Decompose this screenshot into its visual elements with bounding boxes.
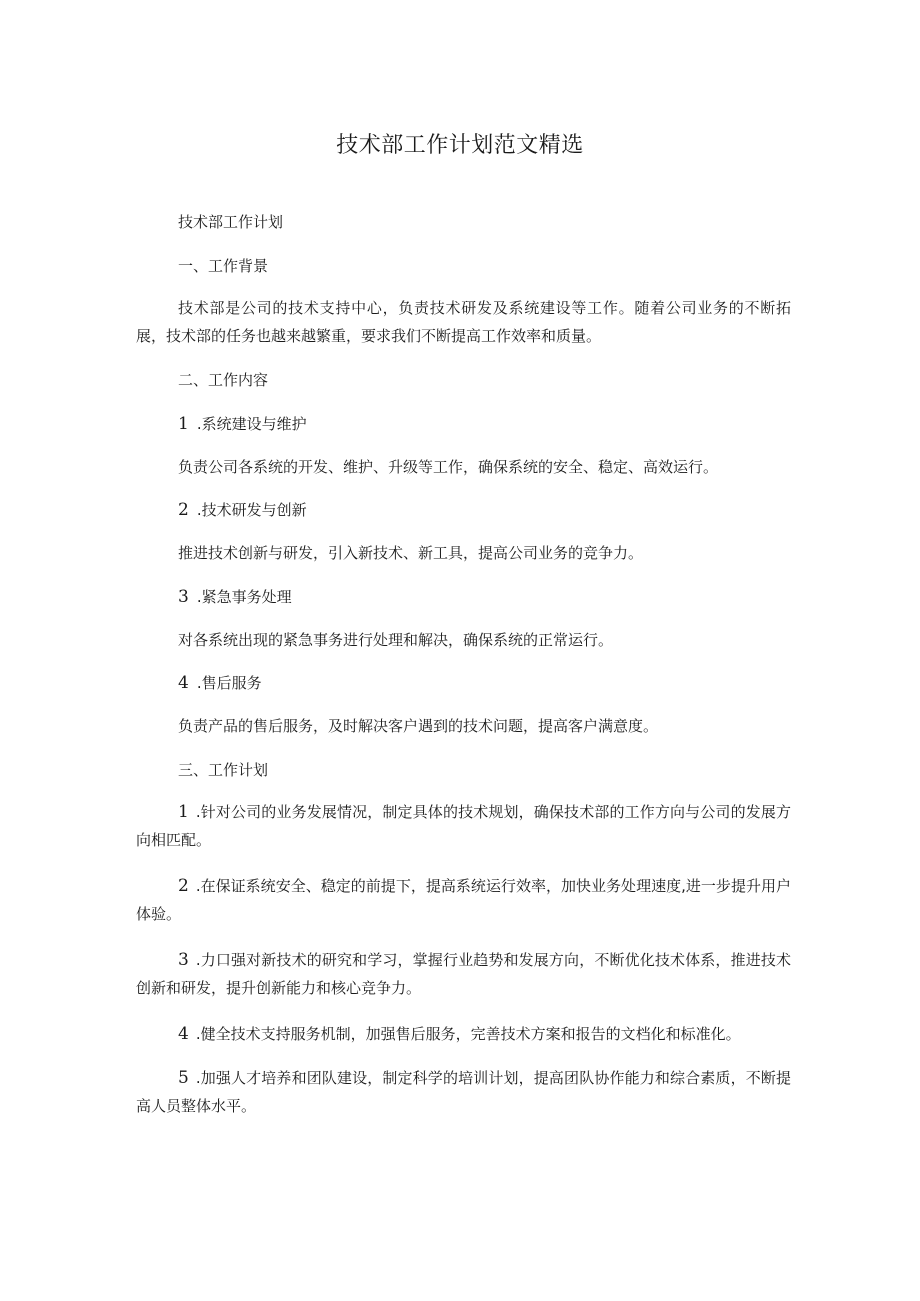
content-item-title <box>178 672 262 694</box>
content-item-number: 4 <box>178 673 189 693</box>
content-item-title-text: .紧急事务处理 <box>196 588 292 606</box>
plan-item-text: .加强人才培养和团队建设，制定科学的培训计划，提高团队协作能力和综合素质，不断提高人员整体水平。 <box>136 1069 791 1115</box>
section-heading-plan: 三、工作计划 <box>178 761 269 779</box>
content-item-number: 2 <box>178 500 189 520</box>
plan-item-number: 4 <box>178 1024 189 1044</box>
content-item-desc: 负责产品的售后服务，及时解决客户遇到的技术问题，提高客户满意度。 <box>178 717 659 735</box>
plan-item <box>136 946 791 1002</box>
plan-item <box>136 798 791 854</box>
content-item-title-text: .售后服务 <box>196 674 262 692</box>
content-item-desc: 负责公司各系统的开发、维护、升级等工作，确保系统的安全、稳定、高效运行。 <box>178 458 719 476</box>
content-item-title-text: .技术研发与创新 <box>196 501 307 519</box>
plan-item-number: 1 <box>178 802 189 822</box>
plan-item-number: 3 <box>178 950 189 970</box>
background-paragraph: 技术部是公司的技术支持中心，负责技术研发及系统建设等工作。随着公司业务的不断拓展，技术部的任务也越来越繁重，要求我们不断提高工作效率和质量。 <box>136 299 791 345</box>
section-heading-background: 一、工作背景 <box>178 257 269 275</box>
plan-item <box>136 1064 791 1120</box>
content-item-number: 1 <box>178 414 189 434</box>
content-item-desc: 推进技术创新与研发，引入新技术、新工具，提高公司业务的竞争力。 <box>178 544 644 562</box>
plan-item-text: .健全技术支持服务机制，加强售后服务，完善技术方案和报告的文档化和标准化。 <box>195 1025 741 1043</box>
plan-item-number: 2 <box>178 876 189 896</box>
content-item-title <box>178 586 292 608</box>
content-item-desc: 对各系统出现的紧急事务进行处理和解决，确保系统的正常运行。 <box>178 631 614 649</box>
section-heading-content: 二、工作内容 <box>178 371 269 389</box>
plan-item-text: .力口强对新技术的研究和学习，掌握行业趋势和发展方向，不断优化技术体系，推进技术创新和研发，提升创新能力和核心竞争力。 <box>136 951 791 997</box>
plan-item <box>136 1020 791 1048</box>
document-subtitle: 技术部工作计划 <box>178 213 284 231</box>
content-item-number: 3 <box>178 587 189 607</box>
plan-item-text: .在保证系统安全、稳定的前提下，提高系统运行效率，加快业务处理速度,进一步提升用户体验。 <box>136 877 791 923</box>
document-title: 技术部工作计划范文精选 <box>336 133 584 158</box>
plan-item-number: 5 <box>178 1068 189 1088</box>
content-item-title-text: .系统建设与维护 <box>196 415 307 433</box>
content-item-title <box>178 413 307 435</box>
plan-item <box>136 872 791 928</box>
plan-item-text: .针对公司的业务发展情况，制定具体的技术规划，确保技术部的工作方向与公司的发展方向相匹配。 <box>136 803 791 849</box>
content-item-title <box>178 499 307 521</box>
